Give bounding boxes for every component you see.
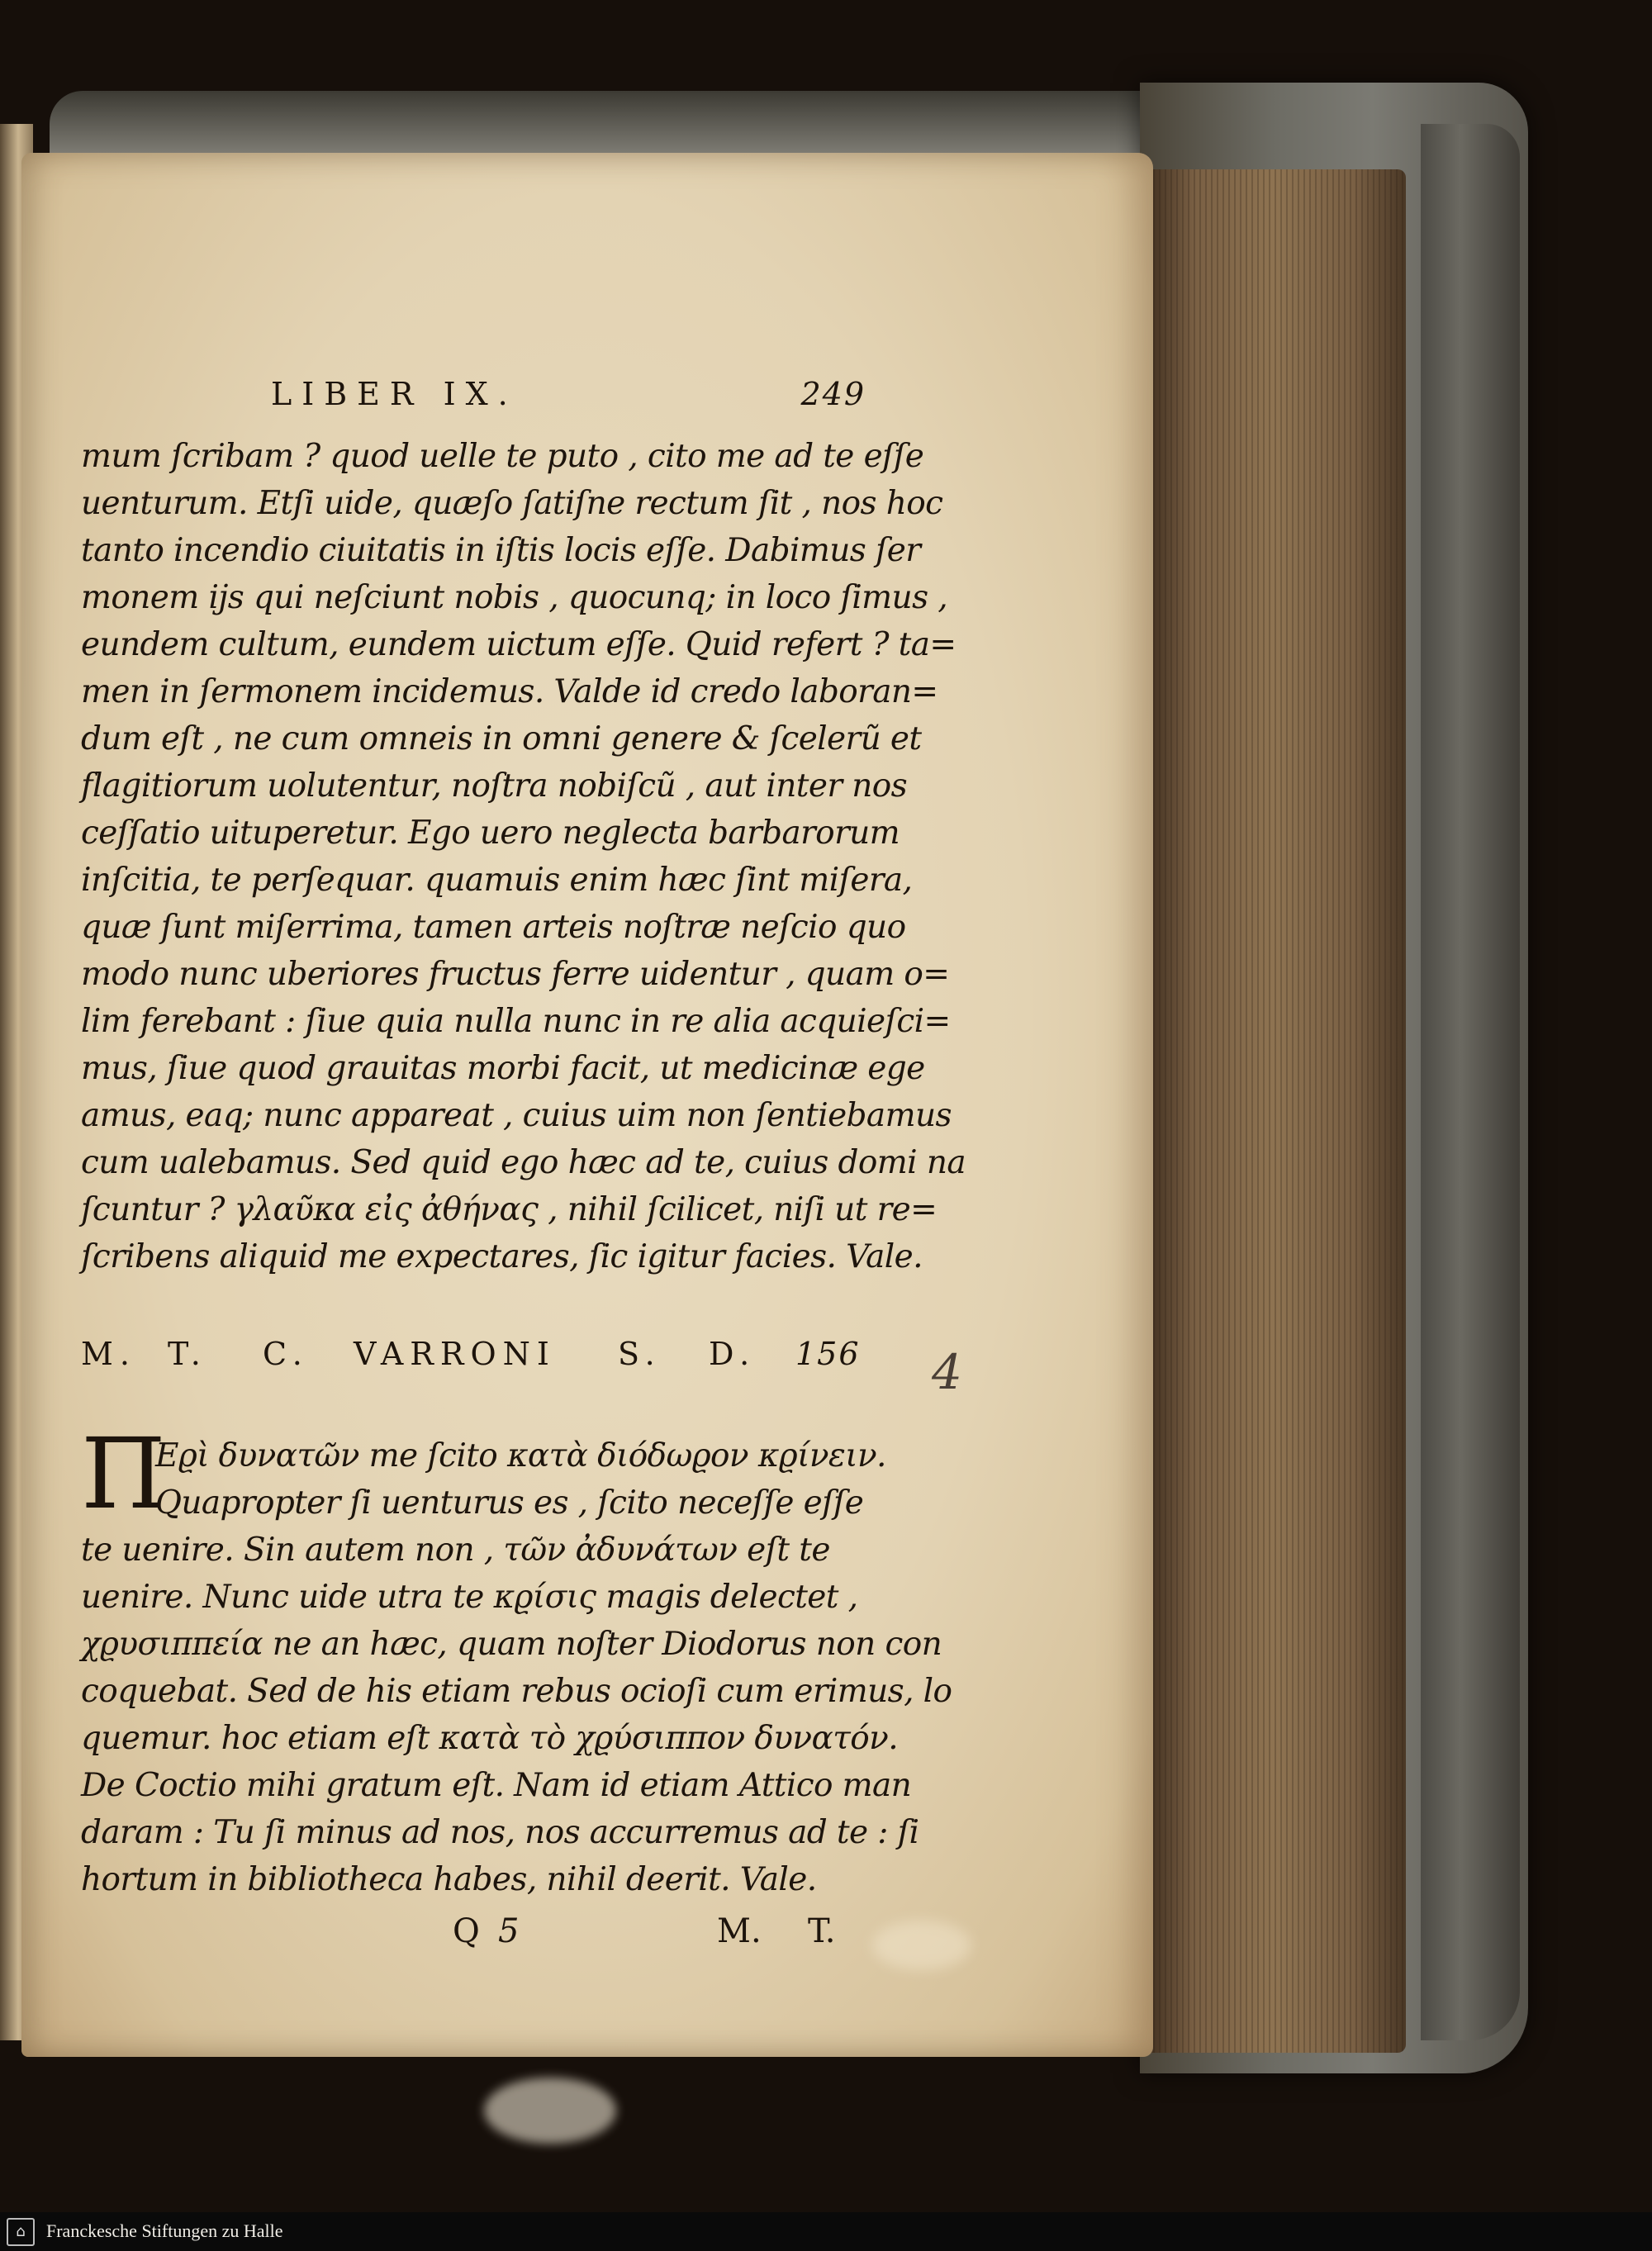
text-line: hortum in bibliotheca habes, nihil deerit. Vale. [81,1861,817,1898]
signature-catchword [81,1912,866,1962]
text-line: lim ferebant : ſiue quia nulla nunc in re alia acquieſci= [81,1003,951,1040]
text-line: tanto incendio ciuitatis in iſtis locis eſſe. Dabimus ſer [81,532,921,569]
text-line: uenire. Nunc uide utra te κϱίσις magis delectet , [81,1579,858,1616]
text-line: cum ualebamus. Sed quid ego hæc ad te, cuius domi na [81,1144,966,1181]
text-line: uenturum. Etſi uide, quæſo ſatiſne rectum ſit , nos hoc [81,485,943,522]
heading-dicit: D. [709,1336,757,1372]
text-line: mus, ſiue quod grauitas morbi facit, ut medicinæ ege [81,1050,925,1087]
heading-recipient: VARRONI [354,1336,556,1372]
text-line: Eϱὶ δυνατῶν me ſcito κατὰ διόδωϱον κϱίνειν. [155,1437,886,1475]
text-line: men in ſermonem incidemus. Valde id credo laboran= [81,673,938,710]
text-line: modo nunc uberiores fructus ferre uidentur , quam o= [81,956,950,993]
text-line: Quapropter ſi uenturus es , ſcito neceſſe eſſe [155,1484,864,1522]
signature-letter: Q [453,1912,480,1950]
text-line: te uenire. Sin autem non , τῶν ἀδυνάτων eſt te [81,1532,830,1569]
text-line: amus, eaq; nunc appareat , cuius uim non ſentiebamus [81,1097,952,1134]
pencil-margin-note: 4 [932,1344,962,1400]
text-line: mum ſcribam ? quod uelle te puto , cito me ad te eſſe [81,438,924,475]
leather-spine-edge [1421,124,1520,2040]
drop-capital: Π [81,1417,166,1531]
heading-praenomen: M. [81,1336,136,1372]
text-line: monem ijs qui neſciunt nobis , quocunq; in loco ſimus , [81,579,948,616]
paper-stain [872,1921,971,1970]
paper-stain [484,2078,616,2144]
text-line: De Coctio mihi gratum eſt. Nam id etiam Attico man [81,1767,912,1804]
text-line: quæ ſunt miſerrima, tamen arteis noſtræ neſcio quo [81,909,906,946]
text-line: flagitiorum uolutentur, noſtra nobiſcũ , aut inter nos [81,767,908,805]
text-line: ſcribens aliquid me expectares, ſic igitur facies. Vale. [81,1238,923,1275]
text-line: dum eſt , ne cum omneis in omni genere & ſcelerũ et [81,720,922,757]
text-line: inſcitia, te perſequar. quamuis enim hæc ſint miſera, [81,862,913,899]
signature-number: 5 [498,1912,520,1950]
text-line: ceſſatio uituperetur. Ego uero neglecta barbarorum [81,814,900,852]
heading-nomen: T. [168,1336,207,1372]
heading-salutem: S. [618,1336,662,1372]
text-line: daram : Tu ſi minus ad nos, nos accurremus ad te : ſi [81,1814,919,1851]
text-line: χϱυσιππεία ne an hæc, quam noſter Diodorus non con [81,1626,942,1663]
footer-bar [0,2212,1652,2251]
book-page [21,153,1153,2057]
heading-cognomen: C. [263,1336,309,1372]
foundation-logo-icon: ⌂ [7,2218,35,2246]
catchword-m: M. [717,1912,762,1950]
footer-credit: Franckesche Stiftungen zu Halle [46,2220,283,2241]
letter-number: 156 [795,1336,861,1372]
running-head-title: LIBER IX. [271,376,518,412]
catchword-t: T. [808,1912,836,1950]
page-block-fore-edge [1142,169,1406,2053]
text-line: eundem cultum, eundem uictum eſſe. Quid refert ? ta= [81,626,957,663]
running-head [81,376,866,425]
text-line: ſcuntur ? γλαῦκα εἰς ἀθήνας , nihil ſcilicet, niſi ut re= [81,1191,938,1228]
letter-heading [81,1336,866,1382]
page-number: 249 [800,376,866,412]
text-line: quemur. hoc etiam eſt κατὰ τὸ χϱύσιππον δυνατόν. [81,1720,898,1757]
text-line: coquebat. Sed de his etiam rebus ocioſi cum erimus, lo [81,1673,952,1710]
